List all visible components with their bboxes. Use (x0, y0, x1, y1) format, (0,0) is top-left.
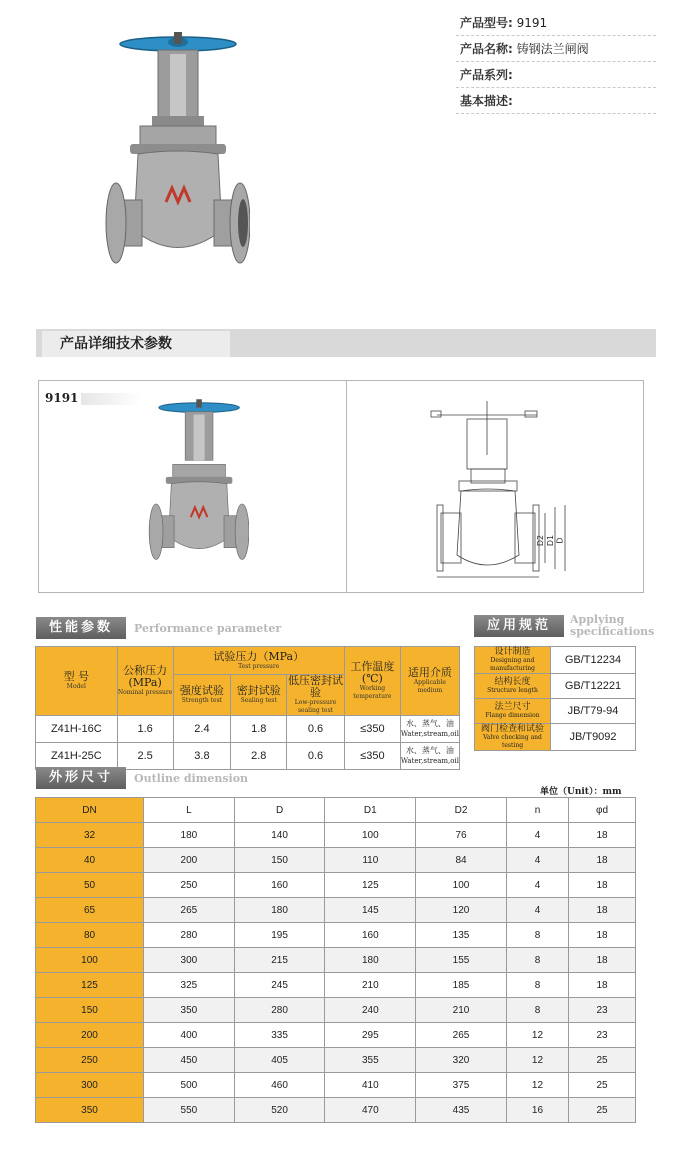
section-title: 产品详细技术参数 (42, 331, 230, 357)
info-row-series (456, 62, 656, 88)
dimension-cell: 210 (416, 998, 507, 1023)
perf-low: 0.6 (287, 716, 345, 743)
table-row (36, 1098, 636, 1123)
dimension-cell: 280 (144, 923, 235, 948)
perf-seal: 2.8 (231, 743, 287, 770)
dimension-cell: 450 (144, 1048, 235, 1073)
outline-tab (36, 767, 248, 789)
spec-label: 结构长度 Structure length (475, 674, 551, 699)
col-header: D (234, 798, 325, 823)
model-tag-fade (81, 393, 141, 405)
dimension-cell: 120 (416, 898, 507, 923)
dimension-cell: 500 (144, 1073, 235, 1098)
dimension-cell: 145 (325, 898, 416, 923)
table-row (475, 674, 636, 699)
dn-cell: 32 (36, 823, 144, 848)
photo-frame (38, 380, 347, 593)
dimension-cell: 435 (416, 1098, 507, 1123)
dn-cell: 80 (36, 923, 144, 948)
table-row (36, 923, 636, 948)
perf-np: 1.6 (117, 716, 173, 743)
dimension-cell: 470 (325, 1098, 416, 1123)
dimension-cell: 25 (569, 1098, 636, 1123)
dn-cell: 350 (36, 1098, 144, 1123)
dimension-cell: 245 (234, 973, 325, 998)
dimension-cell: 18 (569, 948, 636, 973)
performance-tab-badge: 性能参数 (36, 617, 126, 639)
dn-cell: 200 (36, 1023, 144, 1048)
dimension-cell: 160 (234, 873, 325, 898)
perf-temp: ≤350 (344, 716, 400, 743)
dimension-cell: 18 (569, 898, 636, 923)
info-label: 产品名称: (460, 42, 513, 56)
table-row (36, 948, 636, 973)
table-row (36, 1048, 636, 1073)
dimension-cell: 84 (416, 848, 507, 873)
perf-seal: 1.8 (231, 716, 287, 743)
dimension-cell: 520 (234, 1098, 325, 1123)
perf-header-model: 型 号 Model (36, 647, 118, 716)
dn-cell: 65 (36, 898, 144, 923)
table-row (475, 699, 636, 724)
dimension-cell: 155 (416, 948, 507, 973)
dimension-cell: 180 (144, 823, 235, 848)
table-header-row (36, 798, 636, 823)
table-row (36, 848, 636, 873)
dimension-cell: 23 (569, 998, 636, 1023)
dimension-cell: 295 (325, 1023, 416, 1048)
dimension-cell: 23 (569, 1023, 636, 1048)
dn-cell: 100 (36, 948, 144, 973)
dimension-cell: 76 (416, 823, 507, 848)
perf-model: Z41H-25C (36, 743, 118, 770)
dimension-cell: 550 (144, 1098, 235, 1123)
dn-cell: 150 (36, 998, 144, 1023)
applying-table (474, 646, 636, 751)
dimension-cell: 355 (325, 1048, 416, 1073)
dimension-cell: 12 (506, 1073, 568, 1098)
info-value: 9191 (516, 16, 548, 30)
perf-header-np: 公称压力 (MPa) Nominal pressure (117, 647, 173, 716)
dimension-cell: 335 (234, 1023, 325, 1048)
dimension-cell: 8 (506, 948, 568, 973)
info-label: 产品型号: (460, 16, 513, 30)
applying-tab-en: Applying specifications (570, 613, 655, 638)
outline-body (36, 823, 636, 1123)
perf-header-sealing: 密封试验 Sealing test (231, 675, 287, 716)
table-row (36, 1073, 636, 1098)
outline-tab-en: Outline dimension (134, 771, 249, 785)
drawing-frame (346, 380, 644, 593)
info-label: 基本描述: (460, 94, 513, 108)
dn-cell: 300 (36, 1073, 144, 1098)
dimension-cell: 410 (325, 1073, 416, 1098)
dimension-cell: 180 (234, 898, 325, 923)
col-header: L (144, 798, 235, 823)
valve-photo-small (145, 395, 249, 581)
outline-table (35, 797, 636, 1123)
dimension-cell: 160 (325, 923, 416, 948)
dimension-cell: 400 (144, 1023, 235, 1048)
info-row-model (456, 10, 656, 36)
dimension-cell: 320 (416, 1048, 507, 1073)
dimension-cell: 250 (144, 873, 235, 898)
dimension-cell: 18 (569, 848, 636, 873)
table-row (36, 898, 636, 923)
dimension-cell: 215 (234, 948, 325, 973)
dn-cell: 250 (36, 1048, 144, 1073)
table-row (475, 647, 636, 674)
dimension-label-d: D (555, 537, 565, 544)
dn-cell: 125 (36, 973, 144, 998)
dimension-cell: 185 (416, 973, 507, 998)
dimension-cell: 18 (569, 873, 636, 898)
spec-label: 法兰尺寸 Flange dimension (475, 699, 551, 724)
info-label: 产品系列: (460, 68, 513, 82)
table-row (36, 1023, 636, 1048)
col-header: φd (569, 798, 636, 823)
dimension-cell: 16 (506, 1098, 568, 1123)
dimension-cell: 210 (325, 973, 416, 998)
info-value: 铸钢法兰闸阀 (516, 42, 589, 56)
dimension-cell: 25 (569, 1048, 636, 1073)
dimension-label-d1: D1 (546, 534, 556, 547)
dimension-label-d2: D2 (536, 534, 546, 547)
valve-photo (100, 30, 250, 290)
spec-value: GB/T12234 (551, 647, 636, 674)
col-header: D2 (416, 798, 507, 823)
applying-tab-badge: 应用规范 (474, 615, 564, 637)
dimension-cell: 18 (569, 823, 636, 848)
dimension-cell: 240 (325, 998, 416, 1023)
outline-tab-badge: 外形尺寸 (36, 767, 126, 789)
perf-medium: 水、蒸气、油 Water,stream,oil (400, 743, 459, 770)
dimension-cell: 405 (234, 1048, 325, 1073)
info-row-name (456, 36, 656, 62)
dimension-cell: 200 (144, 848, 235, 873)
perf-low: 0.6 (287, 743, 345, 770)
performance-tab-en: Performance parameter (134, 621, 282, 635)
dimension-cell: 18 (569, 973, 636, 998)
perf-medium: 水、蒸气、油 Water,stream,oil (400, 716, 459, 743)
dimension-cell: 25 (569, 1073, 636, 1098)
dimension-cell: 4 (506, 873, 568, 898)
table-row (36, 998, 636, 1023)
dimension-cell: 135 (416, 923, 507, 948)
dimension-cell: 375 (416, 1073, 507, 1098)
dimension-cell: 4 (506, 848, 568, 873)
perf-header-strength: 强度试验 Strength test (173, 675, 231, 716)
performance-tab (36, 617, 281, 639)
spec-label: 阀门检查和试验 Valve checking and testing (475, 724, 551, 751)
dimension-cell: 460 (234, 1073, 325, 1098)
perf-model: Z41H-16C (36, 716, 118, 743)
dn-cell: 50 (36, 873, 144, 898)
dimension-cell: 8 (506, 998, 568, 1023)
dimension-cell: 12 (506, 1048, 568, 1073)
table-row (36, 716, 460, 743)
dimension-cell: 195 (234, 923, 325, 948)
dimension-cell: 150 (234, 848, 325, 873)
table-row (36, 873, 636, 898)
dimension-cell: 125 (325, 873, 416, 898)
unit-label: 单位（Unit）：mm (540, 787, 622, 797)
dimension-cell: 350 (144, 998, 235, 1023)
perf-header-temp: 工作温度 (℃) Working temperature (344, 647, 400, 716)
perf-header-tp: 试验压力（MPa） Test pressure (173, 647, 344, 675)
dn-cell: 40 (36, 848, 144, 873)
product-info (456, 10, 656, 114)
dimension-cell: 140 (234, 823, 325, 848)
dimension-cell: 100 (416, 873, 507, 898)
spec-value: JB/T9092 (551, 724, 636, 751)
perf-np: 2.5 (117, 743, 173, 770)
col-header: n (506, 798, 568, 823)
dimension-cell: 8 (506, 973, 568, 998)
dimension-cell: 4 (506, 823, 568, 848)
info-row-description (456, 88, 656, 114)
dimension-cell: 8 (506, 923, 568, 948)
perf-header-medium: 适用介质 Applicable medium (400, 647, 459, 716)
col-header: DN (36, 798, 144, 823)
dimension-cell: 265 (144, 898, 235, 923)
performance-table (35, 646, 460, 770)
dimension-cell: 280 (234, 998, 325, 1023)
spec-label: 设计制造 Designing and manufacturing (475, 647, 551, 674)
spec-value: JB/T79-94 (551, 699, 636, 724)
table-row (36, 973, 636, 998)
dimension-cell: 265 (416, 1023, 507, 1048)
dimension-cell: 100 (325, 823, 416, 848)
dimension-cell: 12 (506, 1023, 568, 1048)
dimension-cell: 110 (325, 848, 416, 873)
model-tag: 9191 (45, 391, 79, 405)
applying-tab (474, 614, 654, 638)
dimension-cell: 18 (569, 923, 636, 948)
section-bar (36, 329, 656, 357)
dimension-cell: 180 (325, 948, 416, 973)
perf-strength: 3.8 (173, 743, 231, 770)
spec-value: GB/T12221 (551, 674, 636, 699)
perf-header-low: 低压密封试验 Low-pressure sealing test (288, 674, 344, 714)
table-row (36, 823, 636, 848)
dimension-cell: 300 (144, 948, 235, 973)
dimension-cell: 325 (144, 973, 235, 998)
perf-temp: ≤350 (344, 743, 400, 770)
table-row (475, 724, 636, 751)
dimension-cell: 4 (506, 898, 568, 923)
valve-drawing (427, 395, 577, 585)
col-header: D1 (325, 798, 416, 823)
perf-strength: 2.4 (173, 716, 231, 743)
table-row (36, 743, 460, 770)
